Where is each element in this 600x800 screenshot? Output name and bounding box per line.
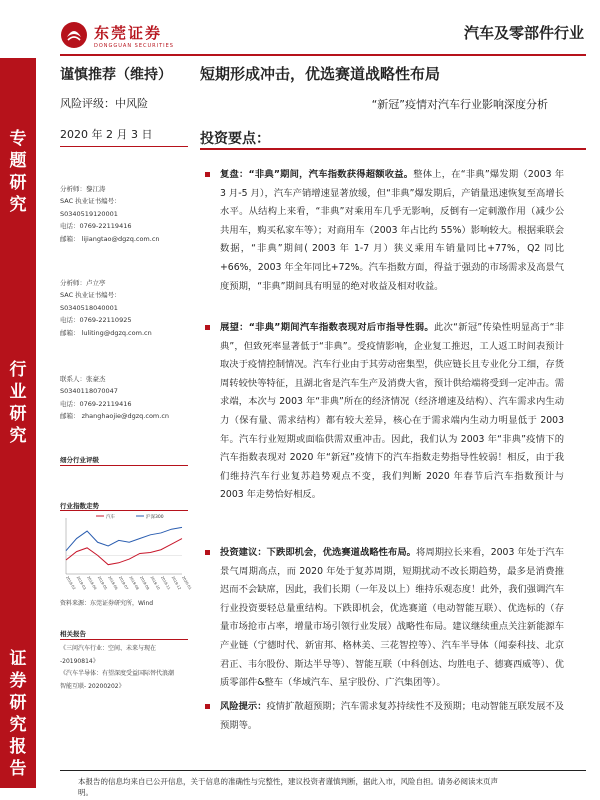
- x-tick-label: 2019-06: [107, 575, 119, 591]
- bullet-icon: [205, 172, 210, 177]
- industry-label: 汽车及零部件行业: [463, 24, 584, 42]
- report-date: 2020 年 2 月 3 日: [60, 128, 153, 141]
- logo-icon: [60, 21, 88, 49]
- x-tick-label: 2019-04: [86, 575, 98, 591]
- report-title: 短期形成冲击，优选赛道战略性布局: [200, 65, 441, 83]
- x-tick-label: 2019-12: [170, 575, 182, 591]
- chart-source: 资料来源：东莞证券研究所，Wind: [60, 600, 154, 607]
- paragraph-risk: 风险提示：疫情扩散超预期；汽车需求复苏持续性不及预期；电动智能互联发展不及预期等。: [220, 698, 564, 735]
- x-tick-label: 2019-03: [75, 575, 87, 591]
- left-divider: [60, 146, 188, 147]
- side-label-special: 专 题 研 究: [9, 129, 27, 215]
- disclaimer: 本报告的信息均来自已公开信息，关于信息的准确性与完整性，建议投资者谨慎判断，据此入市，风险自担。请务必阅读末页声明。: [78, 777, 498, 797]
- bullet-icon: [205, 550, 210, 555]
- x-tick-label: 2019-05: [96, 575, 108, 591]
- related-reports-title: 相关报告: [60, 630, 86, 638]
- series-line-1: [66, 527, 182, 550]
- bullet-icon: [205, 325, 210, 330]
- header-divider: [60, 54, 586, 56]
- side-label-report: 证 券 研 究 报 告: [9, 649, 27, 779]
- x-tick-label: 2019-10: [149, 575, 161, 591]
- x-tick-label: 2019-02: [65, 575, 77, 591]
- legend-label: 沪深300: [146, 515, 164, 520]
- related-report-item[interactable]: -20190814》: [60, 657, 99, 665]
- related-report-item[interactable]: 智能互联- 20200202》: [60, 682, 125, 690]
- section-underline: [60, 465, 188, 466]
- x-tick-label: 2020-01: [181, 575, 193, 591]
- side-band: [0, 58, 36, 788]
- x-tick-label: 2019-09: [138, 575, 150, 591]
- section-underline: [60, 510, 188, 511]
- company-logo: [60, 20, 174, 50]
- logo-name-en: DONGGUAN SECURITIES: [94, 42, 174, 49]
- x-tick-label: 2019-08: [128, 575, 140, 591]
- footer-divider: [60, 770, 586, 771]
- index-chart-title: 行业指数走势: [60, 502, 99, 510]
- related-report-item[interactable]: 《三问汽车行业：空间、未来与现在: [60, 645, 157, 652]
- bullet-icon: [205, 704, 210, 709]
- paragraph-review: 复盘：“非典”期间，汽车指数获得超额收益。整体上，在“非典”爆发期（2003 年 3 月-5 月），汽车产销增速显著放缓，但“非典”爆发期后，产销量迅速恢复至高增长水平。从结构上来看，“非典”对乘用车几乎无影响，反倒有一定刺激作用（减少公共用车，购买私家车等）；对商用车（2003 年占比约 55%）影响较大。根据乘联会数据，“非典”期间( 2003 年 1-7 月）狭义乘用车销量同比+77%，Q2 同比+66%，2003 年全年同比+72%。汽车指数方面，得益于强劲的市场需求及高景气度预期，“非典”期间具有明显的绝对收益及相对收益。: [220, 166, 564, 296]
- legend-label: 汽车: [106, 515, 115, 520]
- contact-info: 联系人：张豪杰 S0340118070047 电话：0769-22119416 邮箱： zhanghaojie@dgzq.com.cn: [60, 375, 170, 421]
- rating: 谨慎推荐（维持）: [60, 67, 172, 83]
- related-report-item[interactable]: 《汽车半导体：有望深度受益国际替代浪潮: [60, 670, 175, 677]
- logo-name: 东莞证券: [94, 23, 163, 42]
- x-tick-label: 2019-07: [117, 575, 129, 591]
- related-reports: [60, 643, 190, 693]
- main-divider: [200, 148, 586, 150]
- paragraph-advice: 投资建议：下跌即机会，优选赛道战略性布局。将周期拉长来看，2003 年处于汽车景气周期高点，而 2020 年处于复苏周期，短期扰动不改长期趋势，最多是消费推迟而不会缺席，因此，我们长期（一年及以上）维持乐观态度！此外，我们强调汽车行业投资要轻总量重结构。下跌即机会，优选赛道（电动智能互联）、优选标的（存量市场抢市占率，增量市场引领行业发展）战略性布局。建议继续重点关注新能源车产业链（宁德时代、新宙邦、格林美、三花智控等）、汽车半导体（闻泰科技、北京君正、韦尔股份、斯达半导等）、智能互联（中科创达、均胜电子、德赛西威等）、优质零部件&整车（华域汽车、星宇股份、广汽集团等）。: [220, 544, 564, 693]
- chart-axis: [66, 518, 182, 574]
- points-title: 投资要点：: [200, 131, 270, 147]
- series-line-0: [66, 539, 182, 565]
- section-underline: [60, 639, 188, 640]
- report-subtitle: “新冠”疫情对汽车行业影响深度分析: [371, 98, 548, 111]
- risk-rating: 风险评级：中风险: [60, 97, 148, 110]
- side-label-industry: 行 业 研 究: [9, 360, 27, 446]
- index-chart: [60, 512, 193, 594]
- industry-rating-title: 细分行业评级: [60, 456, 99, 464]
- analyst-info: 分析师：卢立亭 SAC 执业证书编号： S0340518040001 电话：0769-22110925 邮箱： luliting@dgzq.com.cn: [60, 279, 152, 337]
- x-tick-label: 2019-11: [160, 575, 172, 591]
- analyst-info: 分析师：黎江涛 SAC 执业证书编号： S0340519120001 电话：0769-22119416 邮箱： lijiangtao@dgzq.com.cn: [60, 185, 160, 243]
- paragraph-outlook: 展望：“非典”期间汽车指数表现对后市指导性弱。此次“新冠”传染性明显高于“非典”，但致死率显著低于“非典”。受疫情影响，企业复工推迟，工人返工时间表预计取决于疫情控制情况。汽车行业由于其劳动密集型，供应链长且专业化分工细，存货周转较快等特征，且湖北省是汽车生产及消费大省，预计供给端将受到一定冲击。需求端，本次与 2003 年“非典”所在的经济情况（经济增速及结构）、汽车需求内生动力（保有量、需求结构）都有较大差异，核心在于需求端内生动力明显低于 2003 年。汽车行业短期或面临供需双重冲击。因此，我们认为 2003 年“非典”疫情下的汽车指数表现对 2020 年“新冠”疫情下的汽车指数走势指导性较弱！相反，由于我们维持汽车行业复苏趋势观点不变，我们判断 2020 年春节后汽车指数预计与 2003 年走势恰好相反。: [220, 319, 564, 505]
